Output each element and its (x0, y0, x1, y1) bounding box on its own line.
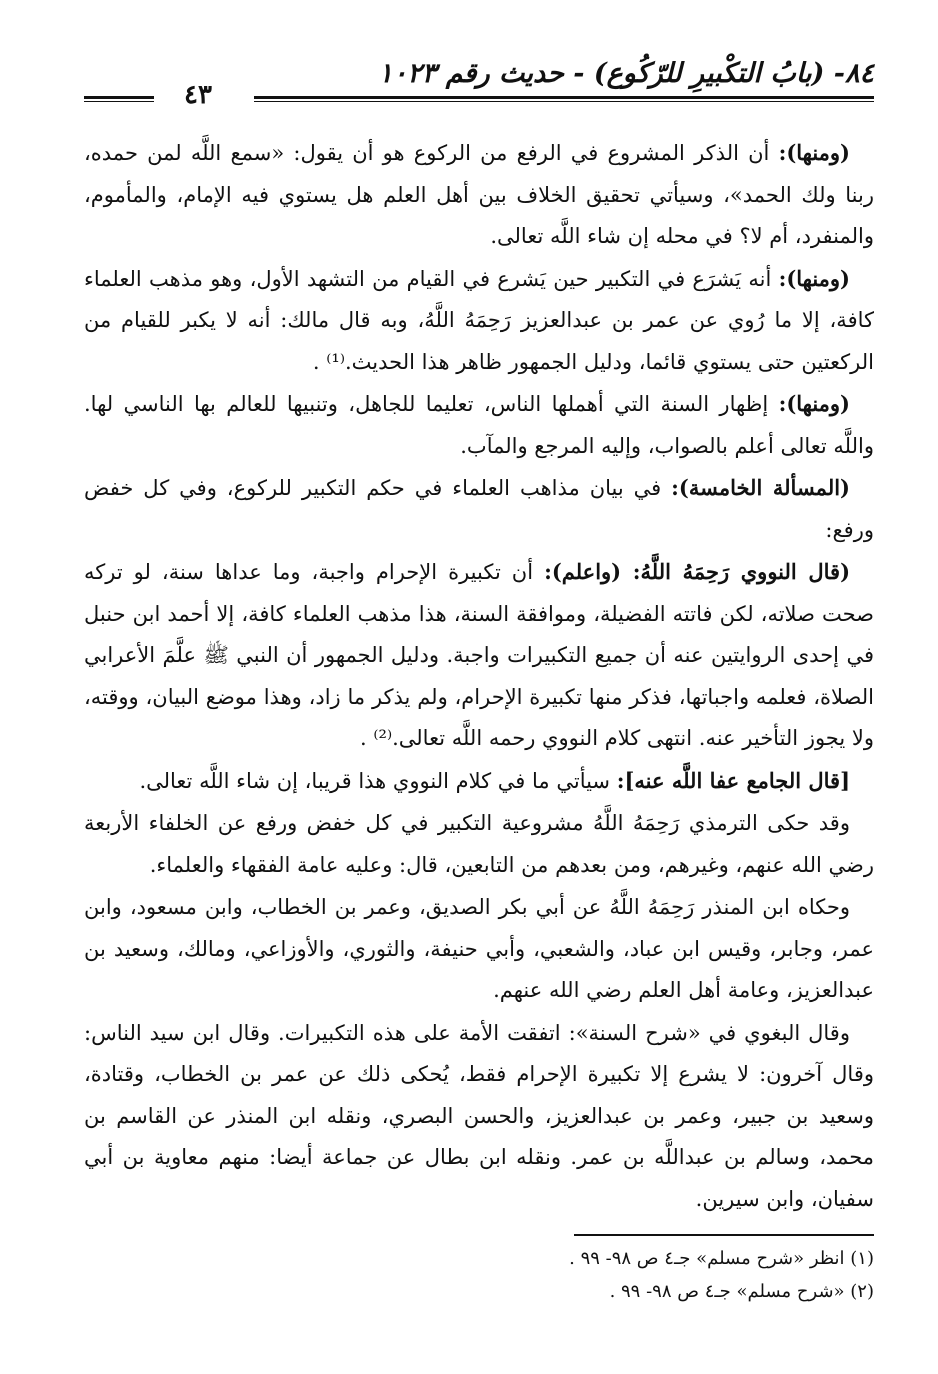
paragraph-text: إظهار السنة التي أهملها الناس، تعليما للجاهل، وتنبيها للعالم بها الناسي لها. واللَّه تعالى أعلم بالصواب، وإليه المرجع والمآب. (84, 392, 874, 458)
body-text (84, 132, 874, 1220)
paragraph-text: وقد حكى الترمذي رَحِمَهُ اللَّهُ مشروعية التكبير في كل خفض ورفع عن الخلفاء الأربعة رضي الله عنهم، وغيرهم، ومن بعدهم من التابعين، قال: وعليه عامة الفقهاء والعلماء. (84, 811, 874, 877)
paragraph-text: أنه يَشرَع في التكبير حين يَشرع في القيام من التشهد الأول، وهو مذهب العلماء كافة، إلا ما رُوي عن عمر بن عبدالعزيز رَحِمَهُ اللَّهُ، وبه قال مالك: أنه لا يكبر للقيام من الركعتين حتى يستوي قائما، ودليل الجمهور ظاهر هذا الحديث.⁽¹⁾ . (84, 266, 874, 374)
page-header (84, 52, 874, 110)
paragraph (84, 1012, 874, 1221)
paragraph-text: وقال البغوي في «شرح السنة»: اتفقت الأمة على هذه التكبيرات. وقال ابن سيد الناس: وقال آخرون: لا يشرع إلا تكبيرة الإحرام فقط، يُحكى ذلك عن عمر بن الخطاب، وقتادة، وسعيد بن جبير، وعمر بن عبدالعزيز، والحسن البصري، ونقله ابن المنذر عن القاسم بن محمد، وسالم بن عبداللَّه بن عمر. ونقله ابن بطال عن جماعة أيضا: منهم معاوية بن أبي سفيان، وابن سيرين. (84, 1020, 874, 1211)
paragraph-lead: (المسألة الخامسة): (671, 475, 850, 500)
paragraph (84, 132, 874, 258)
paragraph-text: في بيان مذاهب العلماء في حكم التكبير للركوع، وفي كل خفض ورفع: (84, 476, 874, 542)
paragraph-text: أن تكبيرة الإحرام واجبة، وما عداها سنة، لو تركه صحت صلاته، لكن فاتته الفضيلة، وموافقة السنة، هذا مذهب العلماء كافة، إلا أحمد ابن حنبل في إحدى الروايتين عنه أن جميع التكبيرات واجبة. ودليل الجمهور أن النبي ﷺ علَّمَ الأعرابي الصلاة، فعلمه واجباتها، فذكر منها تكبيرة الإحرام، ولم يذكر ما زاد، وهذا موضع البيان، ووقته، ولا يجوز التأخير عنه. انتهى كلام النووي رحمه اللَّه تعالى.⁽²⁾ . (84, 560, 874, 750)
paragraph-text: وحكاه ابن المنذر رَحِمَهُ اللَّهُ عن أبي بكر الصديق، وعمر بن الخطاب، وابن مسعود، وابن عمر، وجابر، وقيس ابن عباد، والشعبي، وأبي حنيفة، والثوري، والأوزاعي، ومالك، وسعيد بن عبدالعزيز، وعامة أهل العلم رضي الله عنهم. (84, 895, 874, 1002)
footnote: (١) انظر «شرح مسلم» جـ٤ ص ٩٨- ٩٩ . (569, 1248, 874, 1269)
paragraph (84, 258, 874, 384)
paragraph (84, 467, 874, 551)
page-number: ٤٣ (184, 80, 212, 110)
paragraph (84, 802, 874, 886)
paragraph (84, 760, 874, 803)
footnote: (٢) «شرح مسلم» جـ٤ ص ٩٨- ٩٩ . (609, 1281, 874, 1302)
header-rule-right (254, 96, 874, 102)
paragraph-text: سيأتي ما في كلام النووي هذا قريبا، إن شاء اللَّه تعالى. (139, 768, 617, 793)
paragraph-lead: (قال النووي رَحِمَهُ اللَّهُ: (واعلم): (544, 559, 851, 584)
header-rule-left (84, 96, 154, 102)
paragraph-lead: (ومنها): (778, 265, 850, 291)
footnotes (84, 1234, 874, 1308)
paragraph-lead: (ومنها): (778, 391, 850, 416)
paragraph (84, 886, 874, 1012)
chapter-title: ٨٤- (بابُ التكْبيرِ للرّكُوع) - حديث رقم ١٠٢٣ (378, 58, 874, 89)
paragraph (84, 383, 874, 467)
paragraph-text: أن الذكر المشروع في الرفع من الركوع هو أن يقول: «سمع اللَّه لمن حمده، ربنا ولك الحمد»، وسيأتي تحقيق الخلاف بين أهل العلم هل يستوي فيه الإمام، والمأموم، والمنفرد، أم لا؟ في محله إن شاء اللَّه تعالى. (84, 141, 874, 248)
paragraph-lead: [قال الجامع عفا اللَّه عنه]: (616, 767, 850, 793)
book-page (84, 52, 874, 1352)
paragraph-lead: (ومنها): (778, 140, 850, 165)
paragraph (84, 551, 874, 760)
footnote-rule (574, 1234, 874, 1236)
